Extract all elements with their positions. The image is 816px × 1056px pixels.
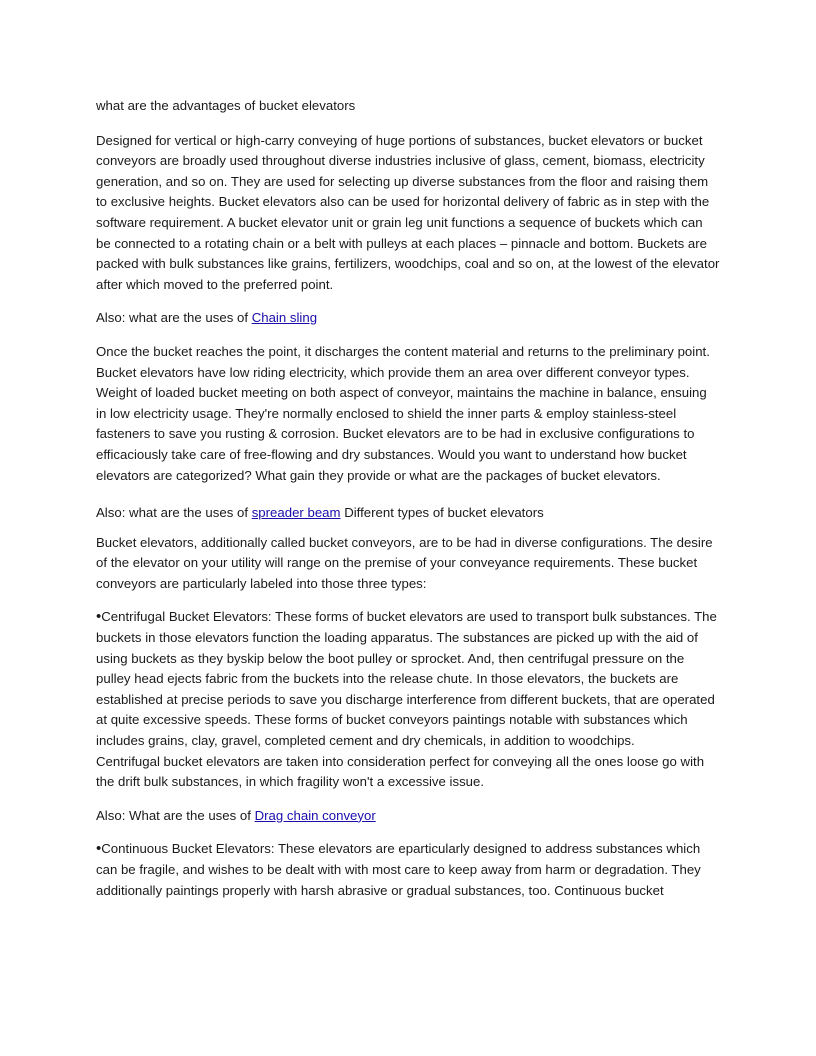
bullet-centrifugal-text: Centrifugal Bucket Elevators: These forms of bucket elevators are used to transport bulk substances. The buckets in those elevators function the loading apparatus. The substances are picked up with the aid of using buckets as they byskip below the boot pulley or sprocket. And, then centrifugal pressure on the pulley head ejects fabric from the buckets into the release chute. In those elevators, the buckets are established at precise periods to save you discharge interference from different buckets, that are operated at quite excessive speeds. These forms of bucket conveyors paintings notable with substances which includes grains, clay, gravel, completed cement and dry chemicals, in addition to woodchips. bbox=[96, 609, 717, 749]
drag-chain-conveyor-link[interactable]: Drag chain conveyor bbox=[254, 807, 376, 823]
also-spreader-beam-prefix: Also: what are the uses of bbox=[96, 505, 252, 521]
also-drag-chain-prefix: Also: What are the uses of bbox=[96, 807, 255, 823]
document-page bbox=[96, 96, 720, 914]
chain-sling-link[interactable]: Chain sling bbox=[251, 310, 318, 326]
paragraph-intro: Designed for vertical or high-carry conveying of huge portions of substances, bucket elevators or bucket conveyors are broadly used throughout diverse industries inclusive of glass, cement, biomass, electricity generation, and so on. They are used for selecting up diverse substances from the floor and raising them to exclusive heights. Bucket elevators also can be used for horizontal delivery of fabric as in step with the software requirement. A bucket elevator unit or grain leg unit functions a sequence of buckets which can be connected to a rotating chain or a belt with pulleys at each places – pinnacle and bottom. Buckets are packed with bulk substances like grains, fertilizers, woodchips, coal and so on, at the lowest of the elevator after which moved to the preferred point. bbox=[96, 132, 720, 292]
also-spreader-beam-suffix: Different types of bucket elevators bbox=[340, 505, 544, 521]
bullet-continuous bbox=[96, 839, 720, 901]
doc-heading: what are the advantages of bucket elevators bbox=[96, 98, 356, 113]
bullet-centrifugal-continued: Centrifugal bucket elevators are taken into consideration perfect for conveying all the ones loose go with the drift bulk substances, in which fragility won't a excessive issue. bbox=[96, 753, 705, 790]
paragraph-discharge: Once the bucket reaches the point, it discharges the content material and returns to the preliminary point. Bucket elevators have low riding electricity, which provide them an area over different conveyor types. Weight of loaded bucket meeting on both aspect of conveyor, maintains the machine in balance, ensuing in low electricity usage. They're normally enclosed to shield the inner parts & employ stainless-steel fasteners to save you rusting & corrosion. Bucket elevators are to be had in exclusive configurations to efficaciously take care of free-flowing and dry substances. Would you want to understand how bucket elevators are categorized? What gain they provide or what are the packages of bucket elevators. bbox=[96, 343, 710, 483]
spreader-beam-link[interactable]: spreader beam bbox=[251, 505, 341, 521]
bullet-continuous-text: Continuous Bucket Elevators: These elevators are eparticularly designed to address substances which can be fragile, and wishes to be dealt with with most care to keep away from harm or degradation. They additionally paintings properly with harsh abrasive or gradual substances, too. Continuous bucket bbox=[96, 841, 701, 898]
bullet-centrifugal bbox=[96, 607, 720, 751]
paragraph-types: Bucket elevators, additionally called bucket conveyors, are to be had in diverse configurations. The desire of the elevator on your utility will range on the premise of your conveyance requirements. These bucket conveyors are particularly labeled into those three types: bbox=[96, 534, 713, 591]
bullet-icon: • bbox=[96, 840, 102, 858]
also-chain-sling-prefix: Also: what are the uses of bbox=[96, 310, 252, 326]
also-drag-chain bbox=[96, 806, 720, 827]
also-chain-sling bbox=[96, 308, 720, 329]
bullet-icon: • bbox=[96, 608, 102, 626]
also-spreader-beam bbox=[96, 503, 720, 524]
